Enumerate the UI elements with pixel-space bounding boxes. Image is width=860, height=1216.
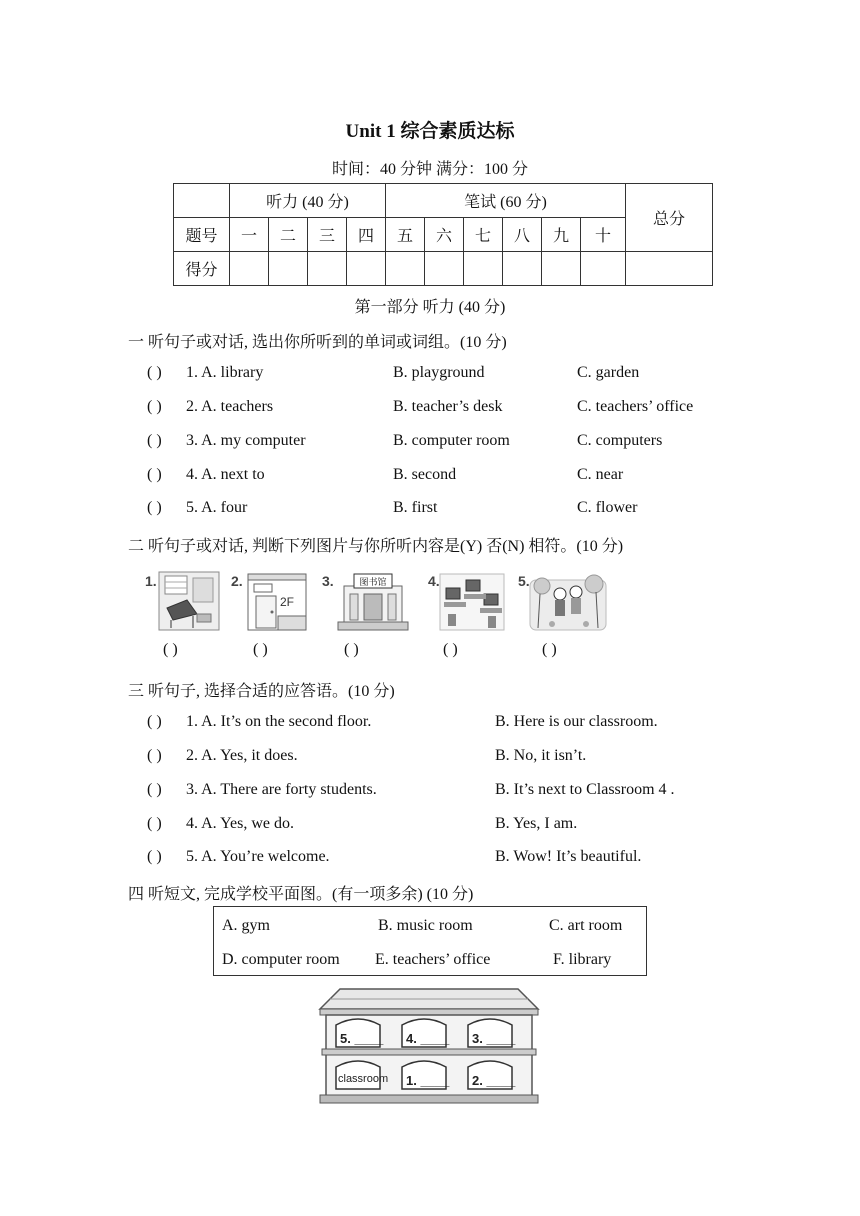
- option-c: C. teachers’ office: [577, 398, 694, 415]
- school-building-picture: [316, 987, 542, 1105]
- option-item: D. computer room: [222, 951, 340, 968]
- floor-plan-slot: 3. ____: [472, 1031, 516, 1046]
- option-item: F. library: [553, 951, 612, 968]
- score-cell[interactable]: [308, 252, 347, 286]
- listening-header: 听力 (40 分): [230, 184, 386, 218]
- picture-number: 2.: [231, 573, 243, 589]
- option-b: B. Here is our classroom.: [495, 713, 658, 730]
- option-b: B. computer room: [393, 432, 510, 449]
- column-header: 四: [347, 218, 386, 252]
- column-header: 六: [425, 218, 464, 252]
- computer-room-picture: [438, 570, 506, 632]
- answer-paren[interactable]: ( ): [147, 848, 162, 865]
- answer-paren[interactable]: ( ): [147, 499, 162, 516]
- option-b: B. second: [393, 466, 457, 483]
- part1-title: 第一部分 听力 (40 分): [354, 299, 506, 316]
- picture-number: 4.: [428, 573, 440, 589]
- picture-number: 3.: [322, 573, 334, 589]
- exam-time-score: 时间：40 分钟 满分：100 分: [331, 161, 528, 178]
- column-header: 五: [386, 218, 425, 252]
- library-sign: 图书馆: [359, 578, 387, 588]
- building-second-floor-picture: [244, 570, 310, 632]
- option-a: 4. A. Yes, we do.: [186, 815, 295, 832]
- column-header: 七: [464, 218, 503, 252]
- option-a: 1. A. It’s on the second floor.: [186, 713, 372, 730]
- library-building-picture: [334, 570, 412, 632]
- question-number-label: 题号: [174, 218, 230, 252]
- score-cell[interactable]: [464, 252, 503, 286]
- total-label: 总分: [626, 184, 713, 252]
- floor-plan-slot: 2. ____: [472, 1073, 516, 1088]
- option-a: 2. A. teachers: [186, 398, 274, 415]
- option-c: C. computers: [577, 432, 663, 449]
- answer-paren[interactable]: ( ): [147, 364, 162, 381]
- score-cell[interactable]: [347, 252, 386, 286]
- picture-number: 5.: [518, 573, 530, 589]
- answer-paren[interactable]: ( ): [147, 466, 162, 483]
- score-cell[interactable]: [542, 252, 581, 286]
- option-c: C. flower: [577, 499, 638, 516]
- option-item: B. music room: [378, 917, 473, 934]
- classroom-label: classroom: [338, 1073, 389, 1085]
- option-b: B. first: [393, 499, 438, 516]
- score-cell[interactable]: [425, 252, 464, 286]
- section1-heading: 一 听句子或对话, 选出你所听到的单词或词组。(10 分): [128, 334, 507, 351]
- column-header: 一: [230, 218, 269, 252]
- picture-answer-paren[interactable]: ( ): [542, 641, 557, 658]
- column-header: 八: [503, 218, 542, 252]
- floor-plan-slot: 4. ____: [406, 1031, 450, 1046]
- option-a: 4. A. next to: [186, 466, 265, 483]
- option-a: 2. A. Yes, it does.: [186, 747, 298, 764]
- picture-answer-paren[interactable]: ( ): [163, 641, 178, 658]
- answer-paren[interactable]: ( ): [147, 781, 162, 798]
- score-cell[interactable]: [581, 252, 626, 286]
- answer-paren[interactable]: ( ): [147, 815, 162, 832]
- score-cell[interactable]: [503, 252, 542, 286]
- score-table: [173, 183, 713, 286]
- column-header: 三: [308, 218, 347, 252]
- picture-answer-paren[interactable]: ( ): [253, 641, 268, 658]
- answer-paren[interactable]: ( ): [147, 713, 162, 730]
- option-a: 5. A. four: [186, 499, 248, 516]
- picture-number: 1.: [145, 573, 157, 589]
- score-cell[interactable]: [230, 252, 269, 286]
- answer-paren[interactable]: ( ): [147, 432, 162, 449]
- column-header: 九: [542, 218, 581, 252]
- option-c: C. garden: [577, 364, 640, 381]
- floor-sign: 2F: [280, 595, 295, 609]
- picture-answer-paren[interactable]: ( ): [344, 641, 359, 658]
- score-cell[interactable]: [269, 252, 308, 286]
- option-b: B. Yes, I am.: [495, 815, 578, 832]
- total-score-cell[interactable]: [626, 252, 713, 286]
- option-a: 3. A. There are forty students.: [186, 781, 377, 798]
- score-label: 得分: [174, 252, 230, 286]
- music-room-piano-picture: [157, 570, 221, 632]
- option-item: C. art room: [549, 917, 623, 934]
- column-header: 二: [269, 218, 308, 252]
- options-box: [213, 906, 647, 976]
- score-table-corner: [174, 184, 230, 218]
- option-item: A. gym: [222, 917, 270, 934]
- children-garden-picture: [528, 570, 608, 632]
- option-b: B. playground: [393, 364, 485, 381]
- option-b: B. It’s next to Classroom 4 .: [495, 781, 675, 798]
- section4-heading: 四 听短文, 完成学校平面图。(有一项多余) (10 分): [128, 886, 474, 903]
- score-cell[interactable]: [386, 252, 425, 286]
- option-a: 5. A. You’re welcome.: [186, 848, 330, 865]
- writing-header: 笔试 (60 分): [386, 184, 626, 218]
- option-b: B. teacher’s desk: [393, 398, 503, 415]
- answer-paren[interactable]: ( ): [147, 747, 162, 764]
- answer-paren[interactable]: ( ): [147, 398, 162, 415]
- section3-heading: 三 听句子, 选择合适的应答语。(10 分): [128, 683, 395, 700]
- picture-answer-paren[interactable]: ( ): [443, 641, 458, 658]
- option-a: 3. A. my computer: [186, 432, 306, 449]
- floor-plan-slot: 5. ____: [340, 1031, 384, 1046]
- section2-heading: 二 听句子或对话, 判断下列图片与你所听内容是(Y) 否(N) 相符。(10 分): [128, 538, 624, 555]
- option-b: B. Wow! It’s beautiful.: [495, 848, 642, 865]
- floor-plan-slot: 1. ____: [406, 1073, 450, 1088]
- option-b: B. No, it isn’t.: [495, 747, 587, 764]
- column-header: 十: [581, 218, 626, 252]
- page-title: Unit 1 综合素质达标: [345, 121, 515, 142]
- option-item: E. teachers’ office: [375, 951, 491, 968]
- option-c: C. near: [577, 466, 624, 483]
- option-a: 1. A. library: [186, 364, 264, 381]
